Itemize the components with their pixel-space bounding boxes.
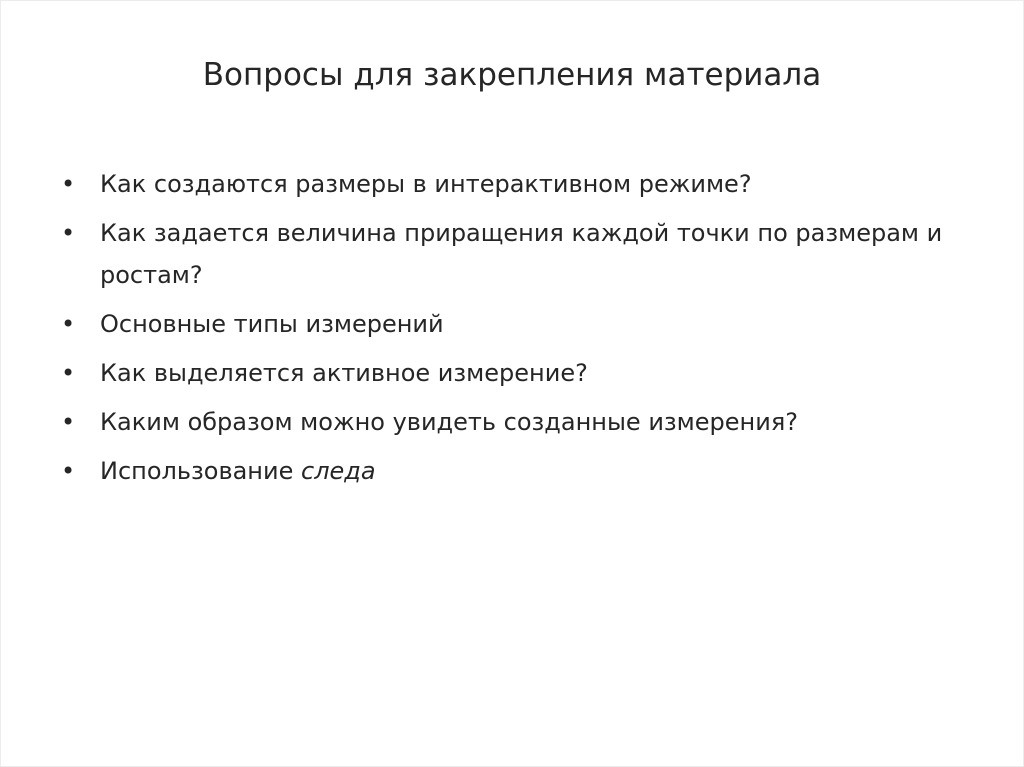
list-item	[61, 212, 961, 296]
list-item-text: Как выделяется активное измерение?	[100, 359, 588, 387]
list-item	[61, 303, 961, 345]
bullet-icon: •	[61, 310, 76, 338]
list-item-text: Каким образом можно увидеть созданные измерения?	[100, 408, 799, 436]
list-item-text-emphasis: следа	[301, 457, 376, 485]
bullet-icon: •	[61, 408, 76, 436]
list-item-text: Как задается величина приращения каждой точки по размерам и ростам?	[100, 219, 943, 289]
bullet-icon: •	[61, 359, 76, 387]
list-item-text: Как создаются размеры в интерактивном режиме?	[100, 170, 752, 198]
bullet-icon: •	[61, 170, 76, 198]
list-item	[61, 163, 961, 205]
slide-title: Вопросы для закрепления материала	[202, 57, 822, 93]
bullet-list	[61, 163, 961, 499]
bullet-icon: •	[61, 219, 76, 247]
bullet-icon: •	[61, 457, 76, 485]
list-item	[61, 352, 961, 394]
list-item	[61, 450, 961, 492]
list-item-text	[100, 457, 376, 485]
list-item-text-plain: Использование	[100, 457, 301, 485]
list-item	[61, 401, 961, 443]
list-item-text: Основные типы измерений	[100, 310, 444, 338]
